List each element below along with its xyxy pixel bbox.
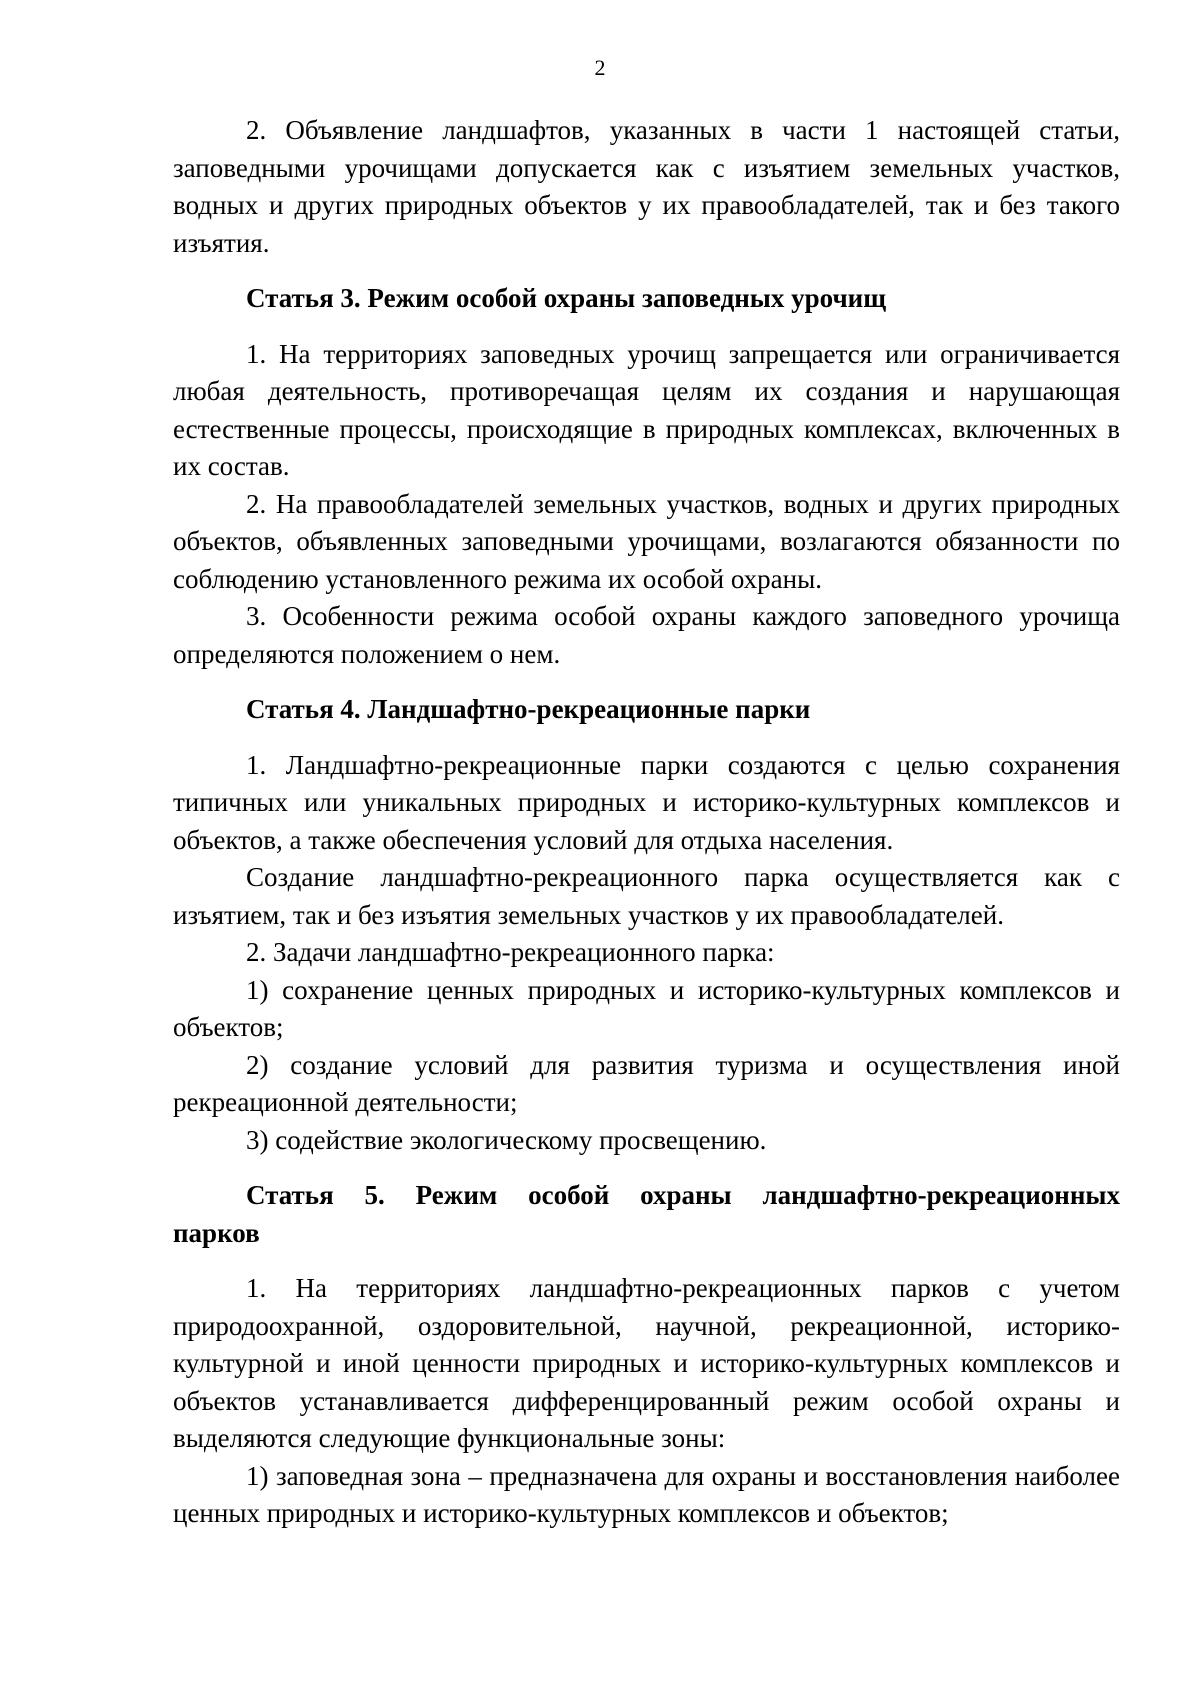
paragraph: Создание ландшафтно-рекреационного парка осуществляется как с изъятием, так и без изъятия земельных участков у их правообладателей. [173,862,1120,930]
list-item: 1) сохранение ценных природных и историко-культурных комплексов и объектов; [173,974,1120,1042]
paragraph: 1. На территориях ландшафтно-рекреационных парков с учетом природоохранной, оздоровительной, научной, рекреационной, историко-культурной и иной ценности природных и историко-культурных комплексов и объектов устанавливается дифференцированный режим особой охраны и выделяются следующие функциональные зоны: [173,1273,1120,1453]
document-body [173,112,1120,1533]
paragraph: 2. На правообладателей земельных участков, водных и других природных объектов, объявленных заповедными урочищами, возлагаются обязанности по соблюдению установленного режима их особой охраны. [173,488,1120,594]
list-item: 1) заповедная зона – предназначена для охраны и восстановления наиболее ценных природных и историко-культурных комплексов и объектов; [173,1460,1120,1528]
article-5-heading-line-2: парков [173,1217,260,1248]
paragraph: 1. На территориях заповедных урочищ запрещается или ограничивается любая деятельность, противоречащая целям их создания и нарушающая естественные процессы, происходящие в природных комплексах, включенных в их состав. [173,338,1120,481]
article-5-heading-line-1: Статья 5. Режим особой охраны ландшафтно-рекреационных [246,1180,1120,1210]
paragraph: 3. Особенности режима особой охраны каждого заповедного урочища определяются положением о нем. [173,601,1120,669]
article-4-heading: Статья 4. Ландшафтно-рекреационные парки [246,694,811,724]
paragraph: 2. Задачи ландшафтно-рекреационного парка: [246,937,775,967]
paragraph: 1. Ландшафтно-рекреационные парки создаются с целью сохранения типичных или уникальных природных и историко-культурных комплексов и объектов, а также обеспечения условий для отдыха населения. [173,749,1120,855]
list-item: 3) содействие экологическому просвещению. [246,1124,767,1155]
article-5-heading [173,1177,1120,1252]
list-item: 2) создание условий для развития туризма и осуществления иной рекреационной деятельности; [173,1049,1120,1117]
paragraph: 2. Объявление ландшафтов, указанных в части 1 настоящей статьи, заповедными урочищами допускается как с изъятием земельных участков, водных и других природных объектов у их правообладателей, так и без такого изъятия. [173,115,1120,258]
article-3-heading: Статья 3. Режим особой охраны заповедных урочищ [246,283,887,313]
page-number: 2 [594,55,606,80]
